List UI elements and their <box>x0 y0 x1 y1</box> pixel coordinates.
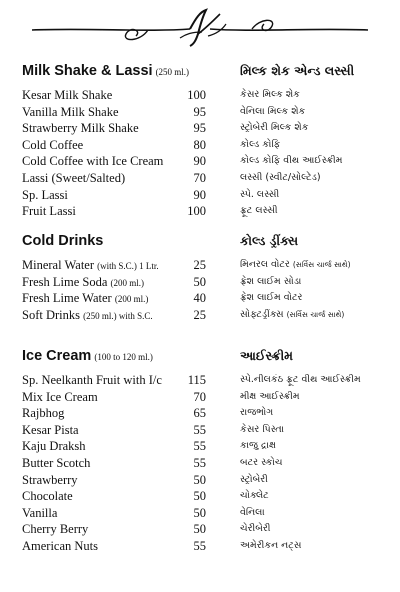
item-note-gujarati: (સર્વિસ ચાર્જ સાથે) <box>286 309 345 319</box>
item-price: 50 <box>193 274 206 289</box>
item-name-gujarati: વેનિલા મિલ્ક શેક <box>240 105 306 117</box>
item-price: 50 <box>193 472 206 487</box>
section-title: Cold Drinks <box>22 233 104 249</box>
menu-item <box>0 505 400 522</box>
item-name-gujarati: ફ્રૂટ લસ્સી <box>240 205 278 217</box>
item-price: 25 <box>193 258 206 272</box>
menu-item <box>0 438 400 455</box>
section-title-gujarati: મિલ્ક શેક એન્ડ લસ્સી <box>240 63 355 78</box>
menu-item <box>0 170 400 187</box>
item-name-gujarati: ફ્રેશ લાઈમ વોટર <box>240 292 303 304</box>
menu-item <box>0 274 400 291</box>
item-name-gujarati: સ્પે.નીલકંઠ ફ્રૂટ વીથ આઈસ્ક્રીમ <box>240 374 361 385</box>
section-header <box>0 63 400 87</box>
item-price: 115 <box>187 373 206 387</box>
item-name: Strawberry <box>22 472 78 487</box>
item-name: Fresh Lime Soda (200 ml.) <box>22 274 145 289</box>
item-name-gujarati: સ્ટ્રોબેરી <box>240 473 268 485</box>
item-name-gujarati: રાજભોગ <box>240 407 274 419</box>
menu-item <box>0 405 400 422</box>
item-name: Lassi (Sweet/Salted) <box>22 170 126 185</box>
menu-item <box>0 389 400 406</box>
item-price: 50 <box>193 489 206 504</box>
item-price: 100 <box>187 88 206 102</box>
menu-item <box>0 203 400 220</box>
item-name-gujarati: સ્ટ્રોબેરી મિલ્ક શેક <box>240 122 309 134</box>
item-price: 50 <box>193 505 206 520</box>
item-name-gujarati: લસ્સી (સ્વીટ/સોલ્ટેડ) <box>240 171 321 183</box>
item-price: 95 <box>193 121 206 136</box>
item-name: Kaju Draksh <box>22 439 86 454</box>
section-ice-cream <box>0 348 400 555</box>
section-title: Ice Cream (100 to 120 ml.) <box>22 348 153 364</box>
decorative-flourish-ornament <box>30 8 370 48</box>
menu-item <box>0 137 400 154</box>
item-name-gujarati: કેસર મિલ્ક શેક <box>240 89 300 100</box>
item-price: 55 <box>193 422 206 437</box>
item-price: 70 <box>193 170 206 185</box>
item-name: Sp. Neelkanth Fruit with I/c <box>22 373 162 387</box>
item-price: 55 <box>193 455 206 470</box>
item-note-gujarati: (સર્વિસ ચાર્જ સાથે) <box>292 260 351 269</box>
menu-item <box>0 153 400 170</box>
menu-item <box>0 472 400 489</box>
item-name: Sp. Lassi <box>22 187 68 202</box>
item-name-gujarati: અમેરીકન નટ્સ <box>240 539 302 551</box>
menu-item <box>0 290 400 307</box>
item-name: Mineral Water (with S.C.) 1 Ltr. <box>22 258 159 272</box>
menu-item <box>0 104 400 121</box>
section-milk-shake-lassi <box>0 63 400 220</box>
item-name-gujarati: ચેરીબેરી <box>240 523 271 535</box>
item-name: Cold Coffee <box>22 137 84 152</box>
item-name: Fruit Lassi <box>22 204 76 219</box>
item-price: 90 <box>193 154 206 169</box>
menu-item <box>0 120 400 137</box>
item-name: Fresh Lime Water (200 ml.) <box>22 291 149 306</box>
item-name: Vanilla Milk Shake <box>22 104 119 119</box>
menu-item <box>0 257 400 274</box>
menu-item <box>0 538 400 555</box>
item-name-detail: (with S.C.) 1 Ltr. <box>97 261 159 271</box>
item-name-gujarati: ચોક્લેટ <box>240 490 269 502</box>
item-name-gujarati: ફ્રેશ લાઈમ સોડા <box>240 275 302 287</box>
item-name-gujarati: બટર સ્કોચ <box>240 456 283 468</box>
item-name: Chocolate <box>22 489 73 504</box>
menu-item <box>0 422 400 439</box>
section-header <box>0 348 400 372</box>
item-name: Mix Ice Cream <box>22 389 98 404</box>
item-name: American Nuts <box>22 538 99 553</box>
section-title-gujarati: આઈસ્ક્રીમ <box>240 348 293 363</box>
item-name-gujarati: કોલ્ડ કોફિ <box>240 138 281 150</box>
item-name: Strawberry Milk Shake <box>22 121 139 136</box>
item-name: Butter Scotch <box>22 455 91 470</box>
item-name-detail: (250 ml.) with S.C. <box>83 310 153 321</box>
menu-item <box>0 187 400 204</box>
section-title-gujarati: કોલ્ડ ડ્રીંક્સ <box>240 233 299 248</box>
item-name: Rajbhog <box>22 406 65 421</box>
item-name-detail: (200 ml.) <box>110 277 145 288</box>
item-name: Vanilla <box>22 505 58 520</box>
section-subtitle: (100 to 120 ml.) <box>94 352 153 362</box>
item-name-gujarati: કેસર પિસ્તા <box>240 423 284 435</box>
item-name-gujarati: મીક્ષ આઈસ્ક્રીમ <box>240 390 300 402</box>
menu-item <box>0 521 400 538</box>
menu-item <box>0 455 400 472</box>
item-name: Cold Coffee with Ice Cream <box>22 154 164 169</box>
menu-item <box>0 307 400 324</box>
menu-item <box>0 87 400 104</box>
item-name-gujarati: સોફ્ટડ્રીંક્સ (સર્વિસ ચાર્જ સાથે) <box>240 308 345 320</box>
item-name-gujarati: મિનરલ વોટર (સર્વિસ ચાર્જ સાથે) <box>240 259 351 270</box>
item-name: Cherry Berry <box>22 522 89 537</box>
item-price: 40 <box>193 291 206 306</box>
item-price: 95 <box>193 104 206 119</box>
item-price: 25 <box>193 307 206 322</box>
item-price: 65 <box>193 406 206 421</box>
menu-item <box>0 488 400 505</box>
item-price: 70 <box>193 389 206 404</box>
item-name: Kesar Milk Shake <box>22 88 113 102</box>
section-title: Milk Shake & Lassi (250 ml.) <box>22 63 190 79</box>
item-name-gujarati: કોલ્ડ કોફિ વીથ આઈસ્ક્રીમ <box>240 155 343 167</box>
item-price: 100 <box>187 204 206 219</box>
item-name-gujarati: વેનિલા <box>240 506 265 518</box>
section-cold-drinks <box>0 233 400 323</box>
menu-item <box>0 372 400 389</box>
section-subtitle: (250 ml.) <box>155 67 190 77</box>
item-price: 50 <box>193 522 206 537</box>
item-price: 80 <box>193 137 206 152</box>
item-price: 55 <box>193 538 206 553</box>
section-header <box>0 233 400 257</box>
item-name: Soft Drinks (250 ml.) with S.C. <box>22 307 153 322</box>
item-name-gujarati: સ્પે. લસ્સી <box>240 188 280 200</box>
item-price: 55 <box>193 439 206 454</box>
item-name-detail: (200 ml.) <box>114 294 149 305</box>
item-name-gujarati: કાજુ દ્રાક્ષ <box>240 440 276 452</box>
item-name: Kesar Pista <box>22 422 79 437</box>
item-price: 90 <box>193 187 206 202</box>
